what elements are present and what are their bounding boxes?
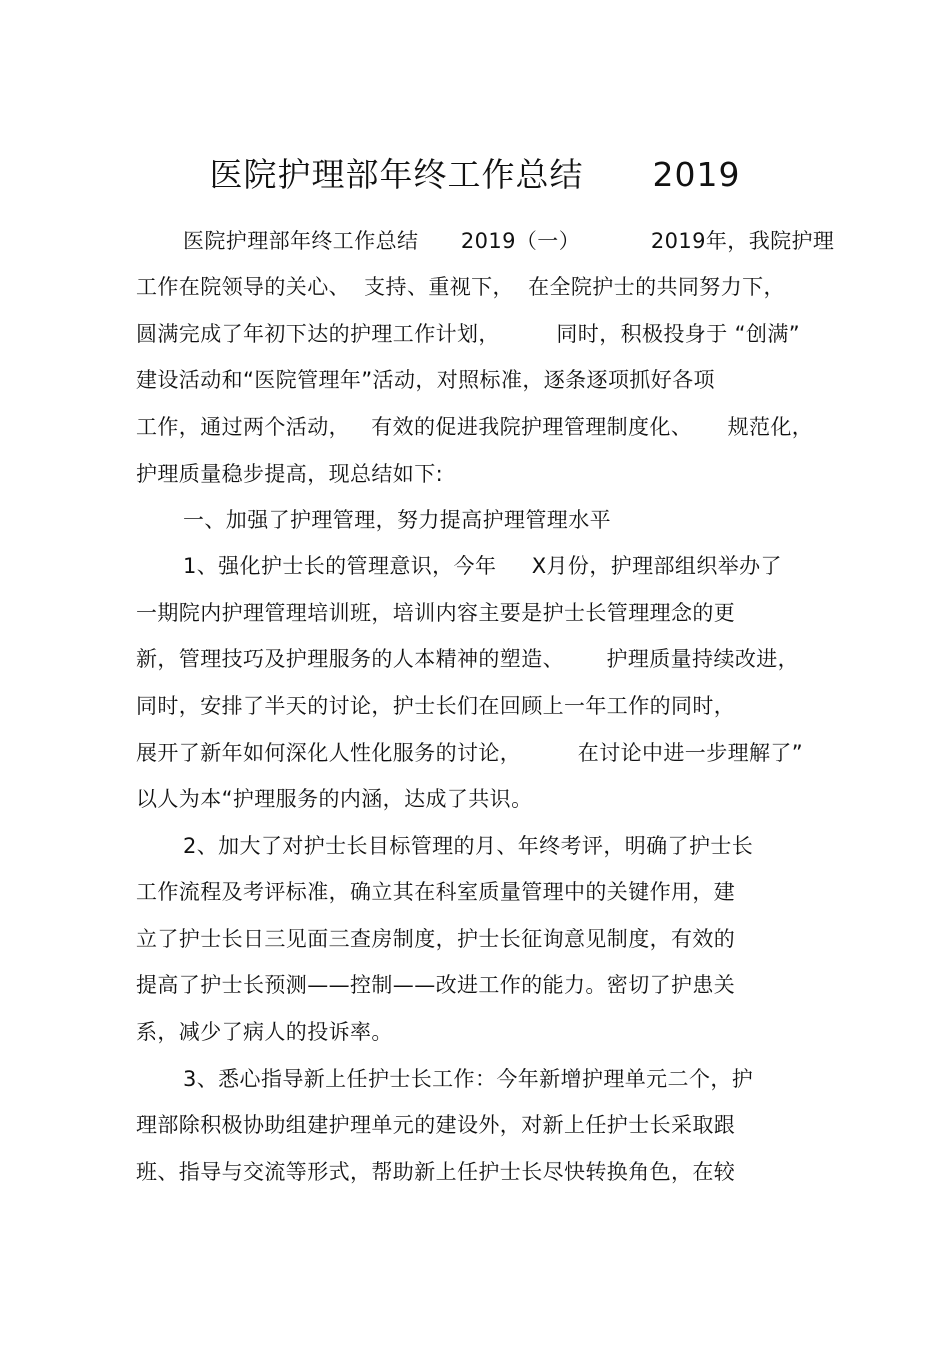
paragraph-line: 圆满完成了年初下达的护理工作计划， 同时，积极投身于 “创满” <box>136 322 801 346</box>
paragraph-line: 护理质量稳步提高，现总结如下: <box>136 462 444 486</box>
paragraph-line: 2、加大了对护士长目标管理的月、年终考评，明确了护士长 <box>183 834 754 858</box>
paragraph-line: 新，管理技巧及护理服务的人本精神的塑造、 护理质量持续改进， <box>136 647 800 671</box>
paragraph-line: 工作，通过两个活动， 有效的促进我院护理管理制度化、 规范化， <box>136 415 814 439</box>
paragraph-line: 提高了护士长预测——控制——改进工作的能力。密切了护患关 <box>136 973 736 997</box>
paragraph-line: 系，减少了病人的投诉率。 <box>136 1020 393 1044</box>
paragraph-line: 理部除积极协助组建护理单元的建设外，对新上任护士长采取跟 <box>136 1113 736 1137</box>
paragraph-line: 立了护士长日三见面三查房制度，护士长征询意见制度，有效的 <box>136 927 736 951</box>
paragraph-line: 同时，安排了半天的讨论，护士长们在回顾上一年工作的同时， <box>136 694 736 718</box>
paragraph-line: 工作流程及考评标准，确立其在科室质量管理中的关键作用，建 <box>136 880 736 904</box>
paragraph-line: 班、指导与交流等形式，帮助新上任护士长尽快转换角色，在较 <box>136 1160 736 1184</box>
paragraph-line: 医院护理部年终工作总结 2019（一） 2019年，我院护理 <box>183 229 835 253</box>
paragraph-line: 以人为本“护理服务的内涵，达成了共识。 <box>136 787 533 811</box>
paragraph-line: 展开了新年如何深化人性化服务的讨论， 在讨论中进一步理解了” <box>136 741 804 765</box>
paragraph-line: 建设活动和“医院管理年”活动，对照标准，逐条逐项抓好各项 <box>136 368 715 392</box>
paragraph-line: 1、强化护士长的管理意识，今年 X月份，护理部组织举办了 <box>183 554 782 578</box>
paragraph-line: 一期院内护理管理培训班，培训内容主要是护士长管理理念的更 <box>136 601 736 625</box>
paragraph-line: 工作在院领导的关心、 支持、重视下， 在全院护士的共同努力下， <box>136 275 785 299</box>
document-title: 医院护理部年终工作总结 2019 <box>209 155 741 194</box>
paragraph-line: 3、悉心指导新上任护士长工作：今年新增护理单元二个，护 <box>183 1067 754 1091</box>
section-heading: 一、加强了护理管理，努力提高护理管理水平 <box>183 508 611 532</box>
